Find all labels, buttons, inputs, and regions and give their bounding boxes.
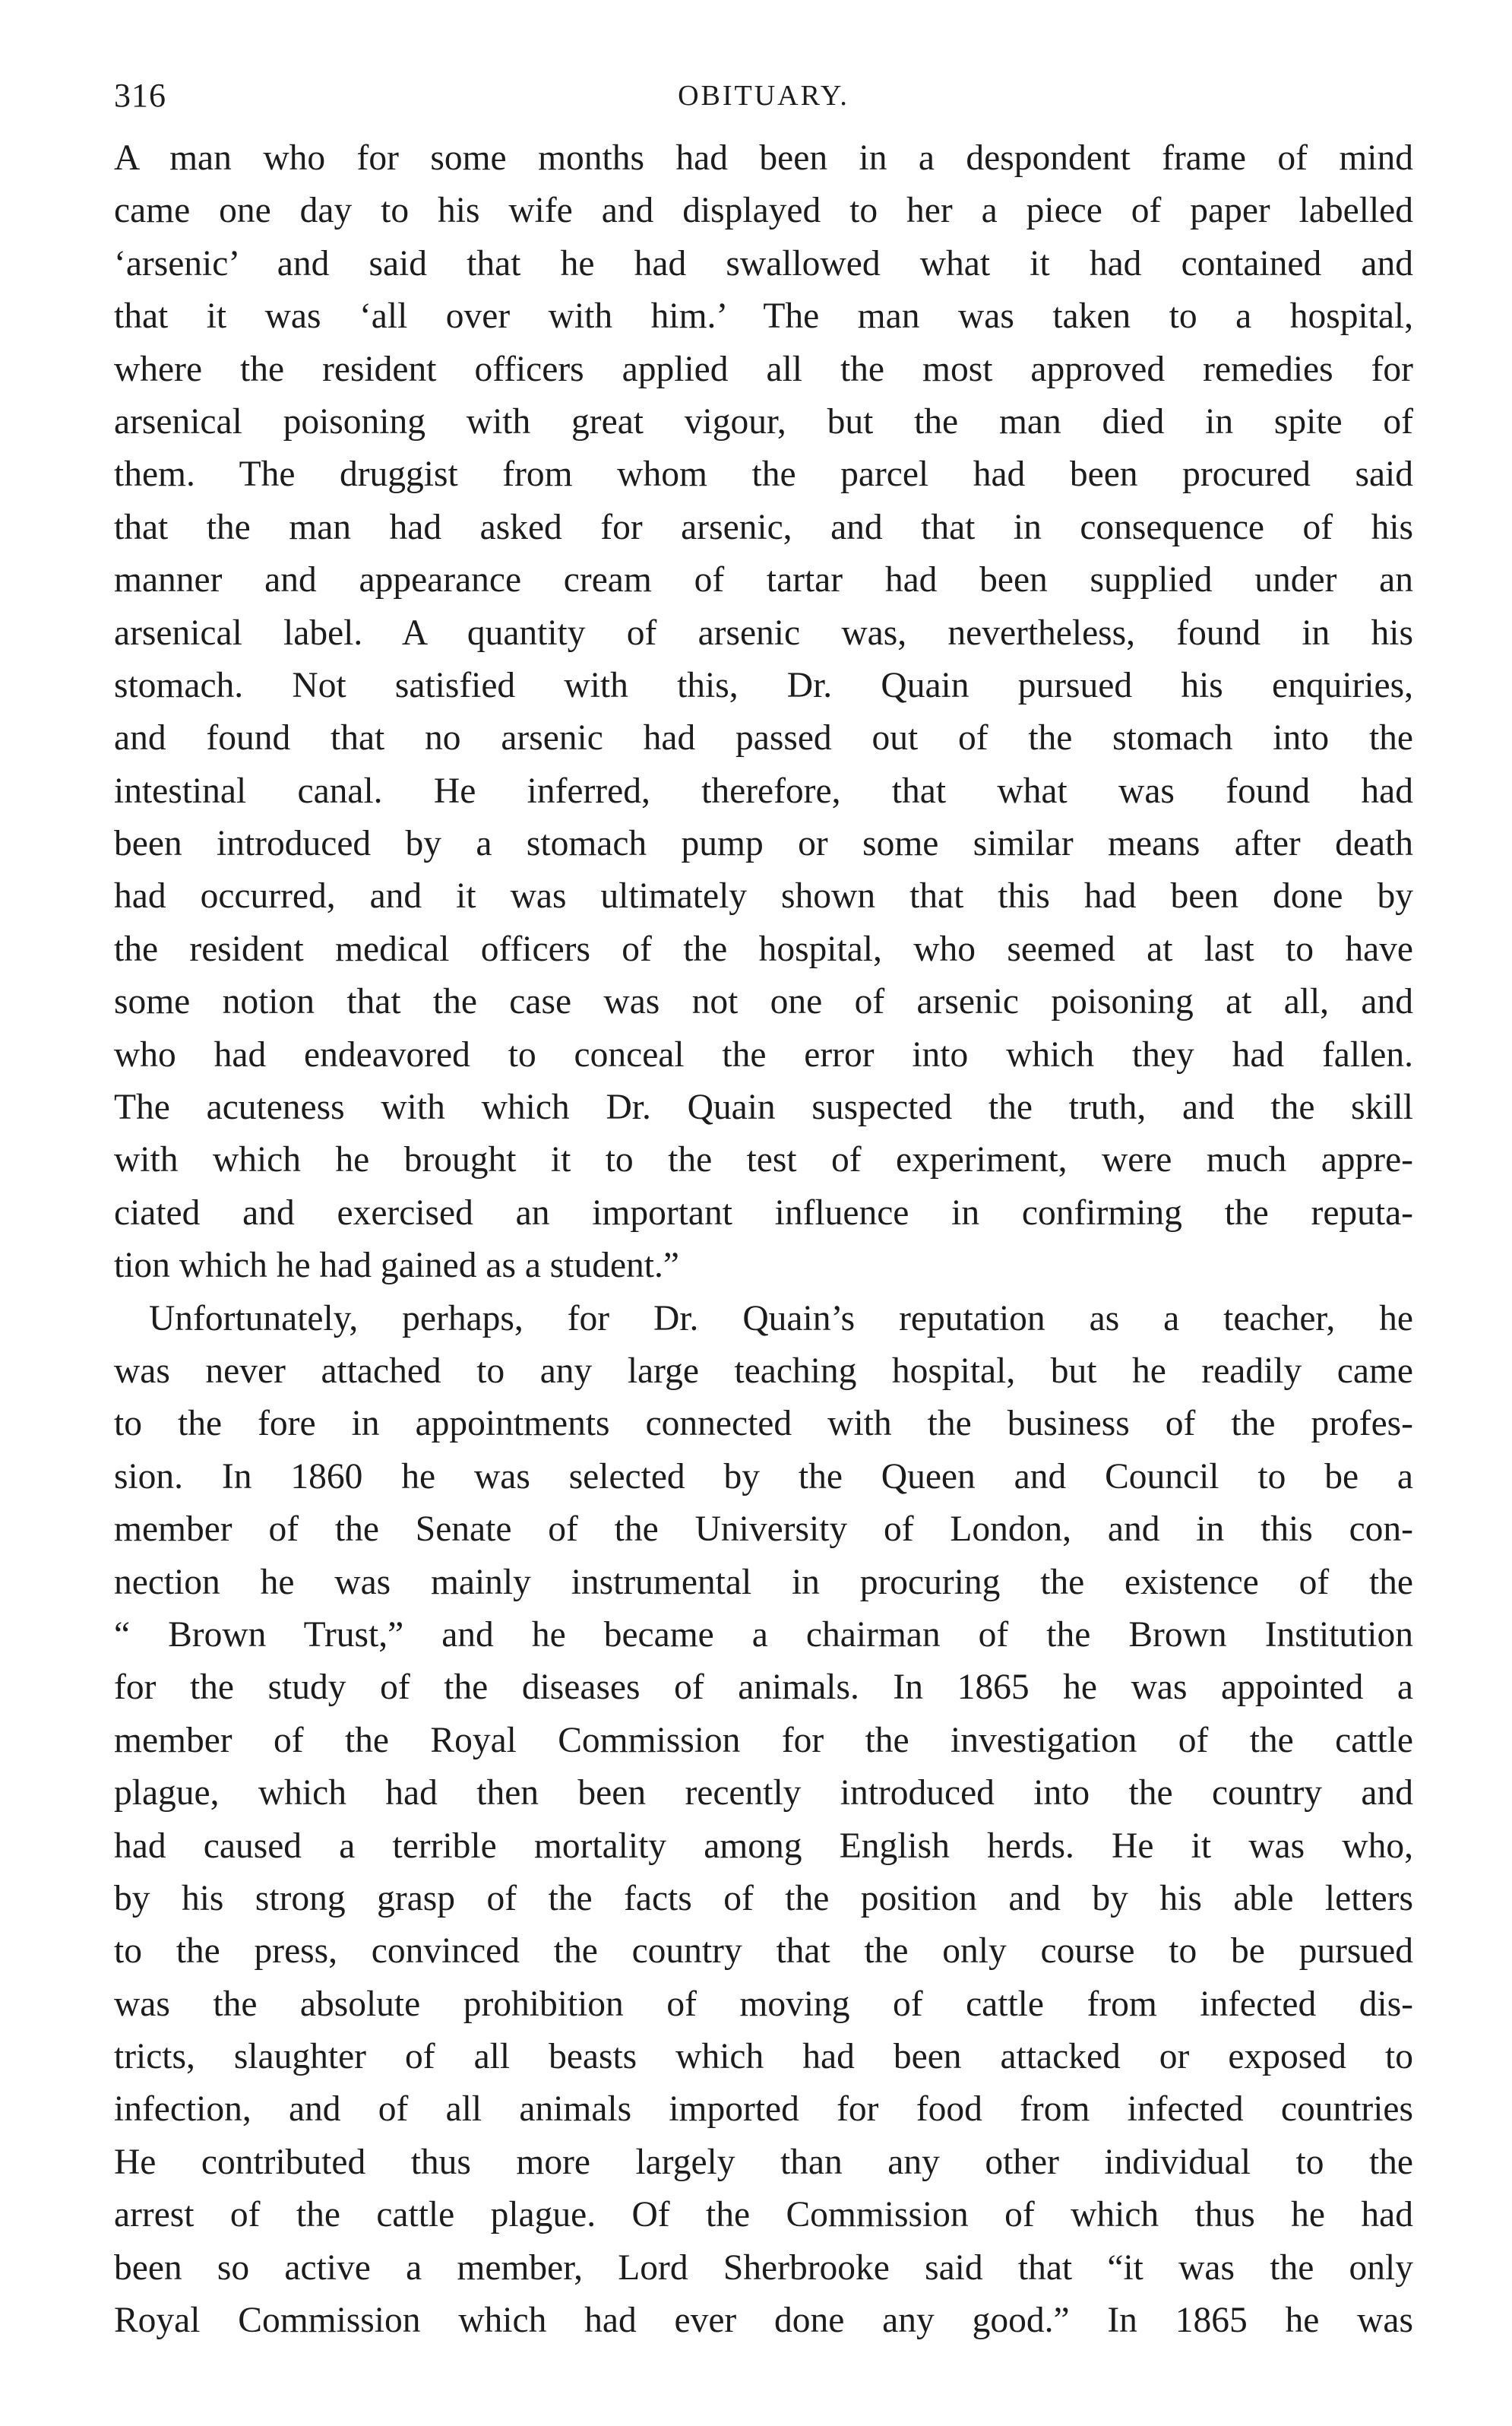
text-line: for the study of the diseases of animals. In 1865 he was appointed a (114, 1667, 1413, 1708)
text-line: where the resident officers applied all the most approved remedies for (114, 349, 1413, 389)
text-line: arrest of the cattle plague. Of the Commission of which thus he had (114, 2195, 1413, 2235)
text-line: nection he was mainly instrumental in procuring the existence of the (114, 1562, 1413, 1602)
text-line: He contributed thus more largely than any other individual to the (114, 2142, 1413, 2182)
text-line: ‘arsenic’ and said that he had swallowed what it had contained and (114, 243, 1413, 283)
text-line: ciated and exercised an important influence in confirming the reputa- (114, 1192, 1413, 1233)
text-line: “ Brown Trust,” and he became a chairman of the Brown Institution (114, 1614, 1413, 1655)
body-text (114, 132, 1413, 2347)
text-line: with which he brought it to the test of experiment, were much appre- (114, 1140, 1413, 1180)
text-line: had caused a terrible mortality among English herds. He it was who, (114, 1826, 1413, 1866)
text-line: who had endeavored to conceal the error into which they had fallen. (114, 1034, 1413, 1075)
text-line: infection, and of all animals imported for food from infected countries (114, 2089, 1413, 2130)
text-line: arsenical poisoning with great vigour, but the man died in spite of (114, 401, 1413, 442)
text-line: some notion that the case was not one of arsenic poisoning at all, and (114, 982, 1413, 1022)
text-line: was the absolute prohibition of moving of cattle from infected dis- (114, 1984, 1413, 2024)
text-line: Royal Commission which had ever done any good.” In 1865 he was (114, 2301, 1413, 2341)
text-line: had occurred, and it was ultimately shown that this had been done by (114, 876, 1413, 917)
text-line: intestinal canal. He inferred, therefore, that what was found had (114, 771, 1413, 811)
text-line: plague, which had then been recently introduced into the country and (114, 1773, 1413, 1813)
text-line: was never attached to any large teaching hospital, but he readily came (114, 1351, 1413, 1391)
text-line: been so active a member, Lord Sherbrooke said that “it was the only (114, 2247, 1413, 2288)
text-line: and found that no arsenic had passed out of the stomach into the (114, 718, 1413, 759)
text-line: the resident medical officers of the hospital, who seemed at last to have (114, 929, 1413, 969)
text-line: The acuteness with which Dr. Quain suspected the truth, and the skill (114, 1088, 1413, 1128)
running-header (114, 76, 1413, 129)
text-line: stomach. Not satisfied with this, Dr. Quain pursued his enquiries, (114, 665, 1413, 705)
text-line: arsenical label. A quantity of arsenic was, nevertheless, found in his (114, 613, 1413, 653)
paragraph-end-line: tion which he had gained as a student.” (114, 1246, 679, 1286)
text-line: been introduced by a stomach pump or some similar means after death (114, 824, 1413, 864)
paragraph-start-line: Unfortunately, perhaps, for Dr. Quain’s reputation as a teacher, he (149, 1298, 1413, 1338)
text-line: member of the Senate of the University of London, and in this con- (114, 1509, 1413, 1550)
text-line: member of the Royal Commission for the investigation of the cattle (114, 1720, 1413, 1760)
text-line: came one day to his wife and displayed to her a piece of paper labelled (114, 191, 1413, 231)
document-page (114, 76, 1413, 2347)
text-line: that the man had asked for arsenic, and that in consequence of his (114, 507, 1413, 547)
text-line: sion. In 1860 he was selected by the Queen and Council to be a (114, 1456, 1413, 1496)
running-title: OBITUARY. (678, 80, 849, 112)
text-line: that it was ‘all over with him.’ The man was taken to a hospital, (114, 296, 1413, 337)
text-line: by his strong grasp of the facts of the position and by his able letters (114, 1878, 1413, 1918)
page-number: 316 (114, 77, 166, 114)
text-line: tricts, slaughter of all beasts which had been attacked or exposed to (114, 2037, 1413, 2077)
text-line: to the fore in appointments connected with the business of the profes- (114, 1404, 1413, 1444)
text-line: A man who for some months had been in a despondent frame of mind (114, 138, 1413, 178)
text-line: them. The druggist from whom the parcel had been procured said (114, 454, 1413, 495)
text-line: to the press, convinced the country that the only course to be pursued (114, 1931, 1413, 1972)
text-line: manner and appearance cream of tartar had been supplied under an (114, 560, 1413, 600)
